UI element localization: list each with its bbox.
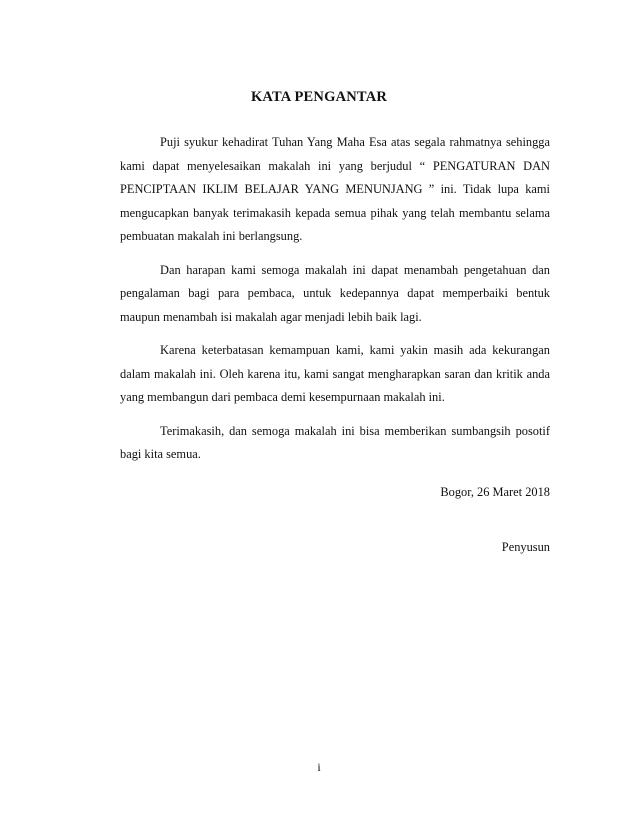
paragraph-1: Puji syukur kehadirat Tuhan Yang Maha Esa atas segala rahmatnya sehingga kami dapat menyelesaikan makalah ini yang berjudul “ PENGATURAN DAN PENCIPTAAN IKLIM BELAJAR YANG MENUNJANG ” ini. Tidak lupa kami mengucapkan banyak terimakasih kepada semua pihak yang telah membantu selama pembuatan makalah ini berlangsung. [120, 135, 550, 243]
place-date: Bogor, 26 Maret 2018 [440, 485, 550, 499]
paragraph-3: Karena keterbatasan kemampuan kami, kami yakin masih ada kekurangan dalam makalah ini. Oleh karena itu, kami sangat mengharapkan saran dan kritik anda yang membangun dari pembaca demi kesempurnaan makalah ini. [120, 343, 550, 404]
author-signature: Penyusun [501, 540, 550, 554]
paragraph-4: Terimakasih, dan semoga makalah ini bisa memberikan sumbangsih posotif bagi kita semua. [120, 423, 550, 461]
document-title: KATA PENGANTAR [250, 89, 388, 105]
paragraph-2: Dan harapan kami semoga makalah ini dapat menambah pengetahuan dan pengalaman bagi para pembaca, untuk kedepannya dapat memperbaiki bentuk maupun menambah isi makalah agar menjadi lebih baik lagi. [120, 262, 550, 324]
page-number: i [317, 760, 321, 774]
document-body [120, 131, 550, 477]
